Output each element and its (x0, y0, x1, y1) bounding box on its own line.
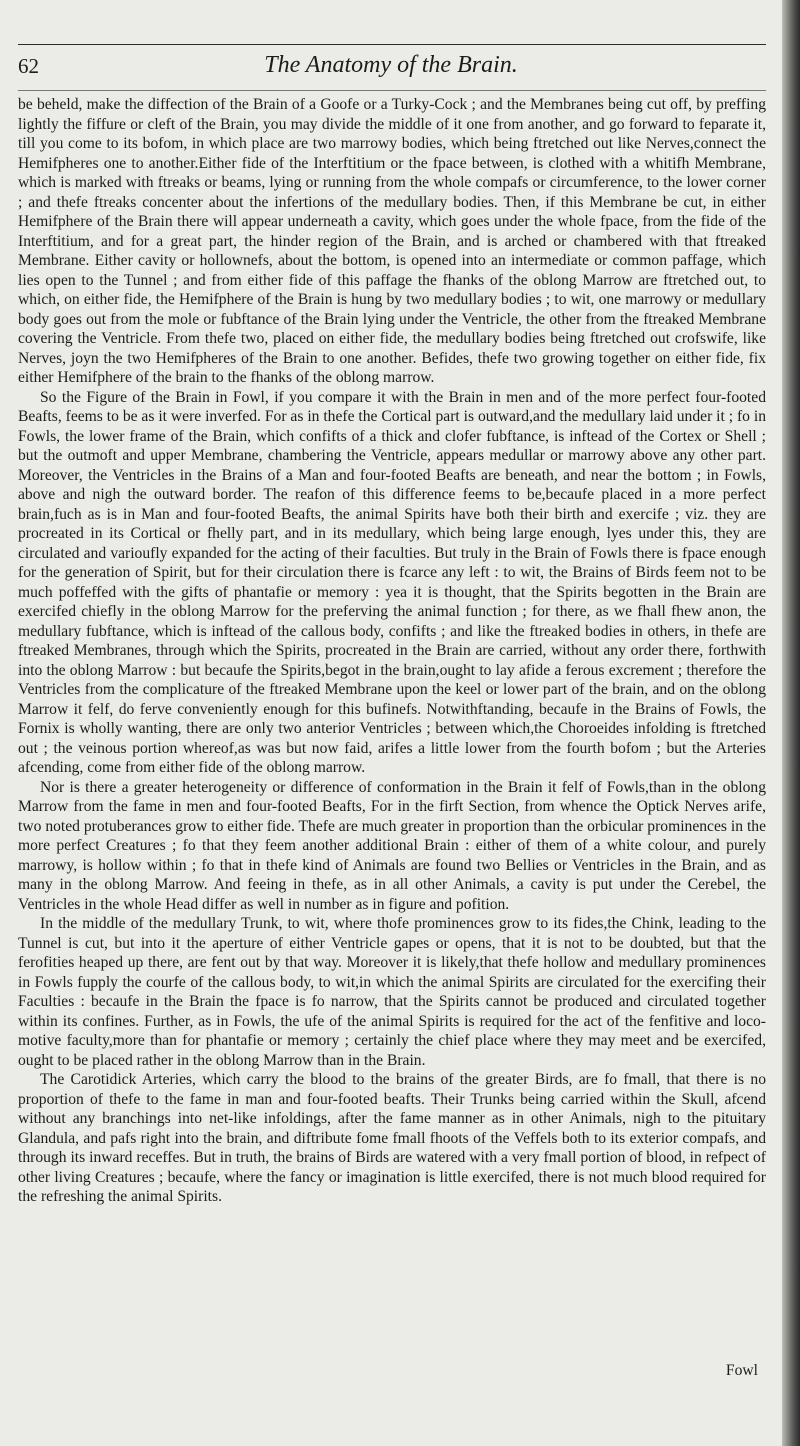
paragraph: In the middle of the medullary Trunk, to wit, where thofe prominences grow to its fides,the Chink, leading to the Tunnel is cut, but into it the aperture of either Ventricle gapes or opens, that it is not to be doubted, but that the ferofities heaped up there, are fent out by that way. Moreover it is likely,that thefe hollow and medullary prominences in Fowls fupply the courfe of the callous body, to wit,in which the animal Spirits are circulated for the exercifing their Faculties : becaufe in the Brain the fpace is fo narrow, that the Spirits cannot be produced and circulated together within its confines. Further, as in Fowls, the ufe of the animal Spirits is required for the act of the fenfitive and loco-motive faculty,more than for phantafie or memory ; certainly the chief place where they may meet and be exercifed, ought to be placed rather in the oblong Marrow than in the Brain. (18, 915, 766, 1069)
paragraph: be beheld, make the diffection of the Brain of a Goofe or a Turky-Cock ; and the Membranes being cut off, by preffing lightly the fiffure or cleft of the Brain, you may divide the middle of it one from another, and go forward to feparate it, till you come to its bofom, in which place are two marrowy bodies, which being ftretched out like Nerves,connect the Hemifpheres one to another.Either fide of the Interftitium or the fpace between, is clothed with a whitifh Membrane, which is marked with ftreaks or beams, lying or running from the whole compafs or circumference, to the lower corner ; and thefe ftreaks concenter about the infertions of the medullary bodies. Then, if this Membrane be cut, in either Hemifphere of the Brain there will appear underneath a cavity, which goes under the whole fpace, from the fide of the Interftitium, and for a great part, the hinder region of the Brain, and is arched or chambered with that ftreaked Membrane. Either cavity or hollownefs, about the bottom, is opened into an intermediate or common paffage, which lies open to the Tunnel ; and from either fide of this paffage the fhanks of the oblong Marrow are ftretched out, to which, on either fide, the Hemifphere of the Brain is hung by two medullary bodies ; to wit, one marrowy or medullary body goes out from the mole or fubftance of the Brain lying under the Ventricle, the other from the ftreaked Membrane covering the Ventricle. From thefe two, placed on either fide, the medullary bodies being ftretched out crofswife, like Nerves, joyn the two Hemifpheres of the Brain to one another. Befides, thefe two growing together on either fide, fix either Hemifphere of the brain to the fhanks of the oblong marrow. (18, 96, 766, 386)
header-underline (18, 90, 766, 91)
catchword: Fowl (725, 1362, 758, 1379)
running-head: The Anatomy of the Brain. (264, 52, 518, 78)
page-edge-shadow (782, 0, 800, 1446)
header-rule (18, 44, 766, 45)
paragraph: The Carotidick Arteries, which carry the blood to the brains of the greater Birds, are fo fmall, that there is no proportion of thefe to the fame in man and four-footed beafts. Their Trunks being carried within the Skull, afcend without any branchings into net-like infoldings, after the fame manner as in other Animals, nigh to the pituitary Glandula, and pafs right into the brain, and diftribute fome fmall fhoots of the Veffels both to its exterior compafs, and through its inward receffes. But in truth, the brains of Birds are watered with a very fmall portion of blood, in refpect of other living Creatures ; becaufe, where the fancy or imagination is little exercifed, there is not much blood required for the refreshing the animal Spirits. (18, 1071, 766, 1205)
paragraph: Nor is there a greater heterogeneity or difference of conformation in the Brain it felf of Fowls,than in the oblong Marrow from the fame in men and four-footed Beafts, For in the firft Section, from whence the Optick Nerves arife, two noted protuberances grow to either fide. Thefe are much greater in proportion than the orbicular prominences in the more perfect Creatures ; fo that they feem another additional Brain : either of them of a white colour, and purely marrowy, is hollow within ; fo that in thefe kind of Animals are found two Bellies or Ventricles in the Brain, and as many in the oblong Marrow. And feeing in thefe, as in all other Animals, a cavity is put under the Cerebel, the Ventricles in the whole Head differ as well in number as in figure and pofition. (18, 778, 766, 913)
paragraph: So the Figure of the Brain in Fowl, if you compare it with the Brain in men and of the more perfect four-footed Beafts, feems to be as it were inverfed. For as in thefe the Cortical part is outward,and the medullary laid under it ; fo in Fowls, the lower frame of the Brain, which confifts of a thick and clofer fubftance, is inftead of the Cortex or Shell ; but the outmoft and upper Membrane, chambering the Ventricle, appears medullar or marrowy above any other part. Moreover, the Ventricles in the Brains of a Man and four-footed Beafts are beneath, and near the bottom ; in Fowls, above and nigh the outward border. The reafon of this difference feems to be,becaufe placed in a more perfect brain,fuch as is in Man and four-footed Beafts, the animal Spirits have both their birth and exercife ; viz. they are procreated in its Cortical or fhelly part, and in its medullary, which being large enough, lyes under this, they are circulated and varioufly expanded for the acting of their faculties. But truly in the Brain of Fowls there is fpace enough for the generation of Spirit, but for their circulation there is fcarce any left : to wit, the Brains of Birds feem not to be much poffeffed with the gifts of phantafie or memory : yea it is thought, that the Spirits begotten in the Brain are exercifed chiefly in the oblong Marrow for the preferving the animal function ; for there, as we fhall fhew anon, the medullary fubftance, which is inftead of the callous body, confifts ; and like the ftreaked bodies in others, in thefe are ftreaked Membranes, through which the Spirits, procreated in the Brain are carried, without any order there, forthwith into the oblong Marrow : but becaufe the Spirits,begot in the brain,ought to lay afide a ferous excrement ; therefore the Ventricles from the complicature of the ftreaked Membrane upon the keel or lower part of the brain, and on the oblong Marrow it felf, do ferve conveniently enough for this bufinefs. Notwithftanding, becaufe in the Brains of Fowls, the Fornix is wholly wanting, there are only two anterior Ventricles ; between which,the Choroeides infolding is ftretched out ; the veinous portion whereof,as was but now faid, arifes a little lower from the fourth bofom ; but the Arteries afcending, come from either fide of the oblong marrow. (18, 388, 766, 776)
page-number: 62 (18, 54, 39, 78)
body-text (18, 95, 766, 1207)
